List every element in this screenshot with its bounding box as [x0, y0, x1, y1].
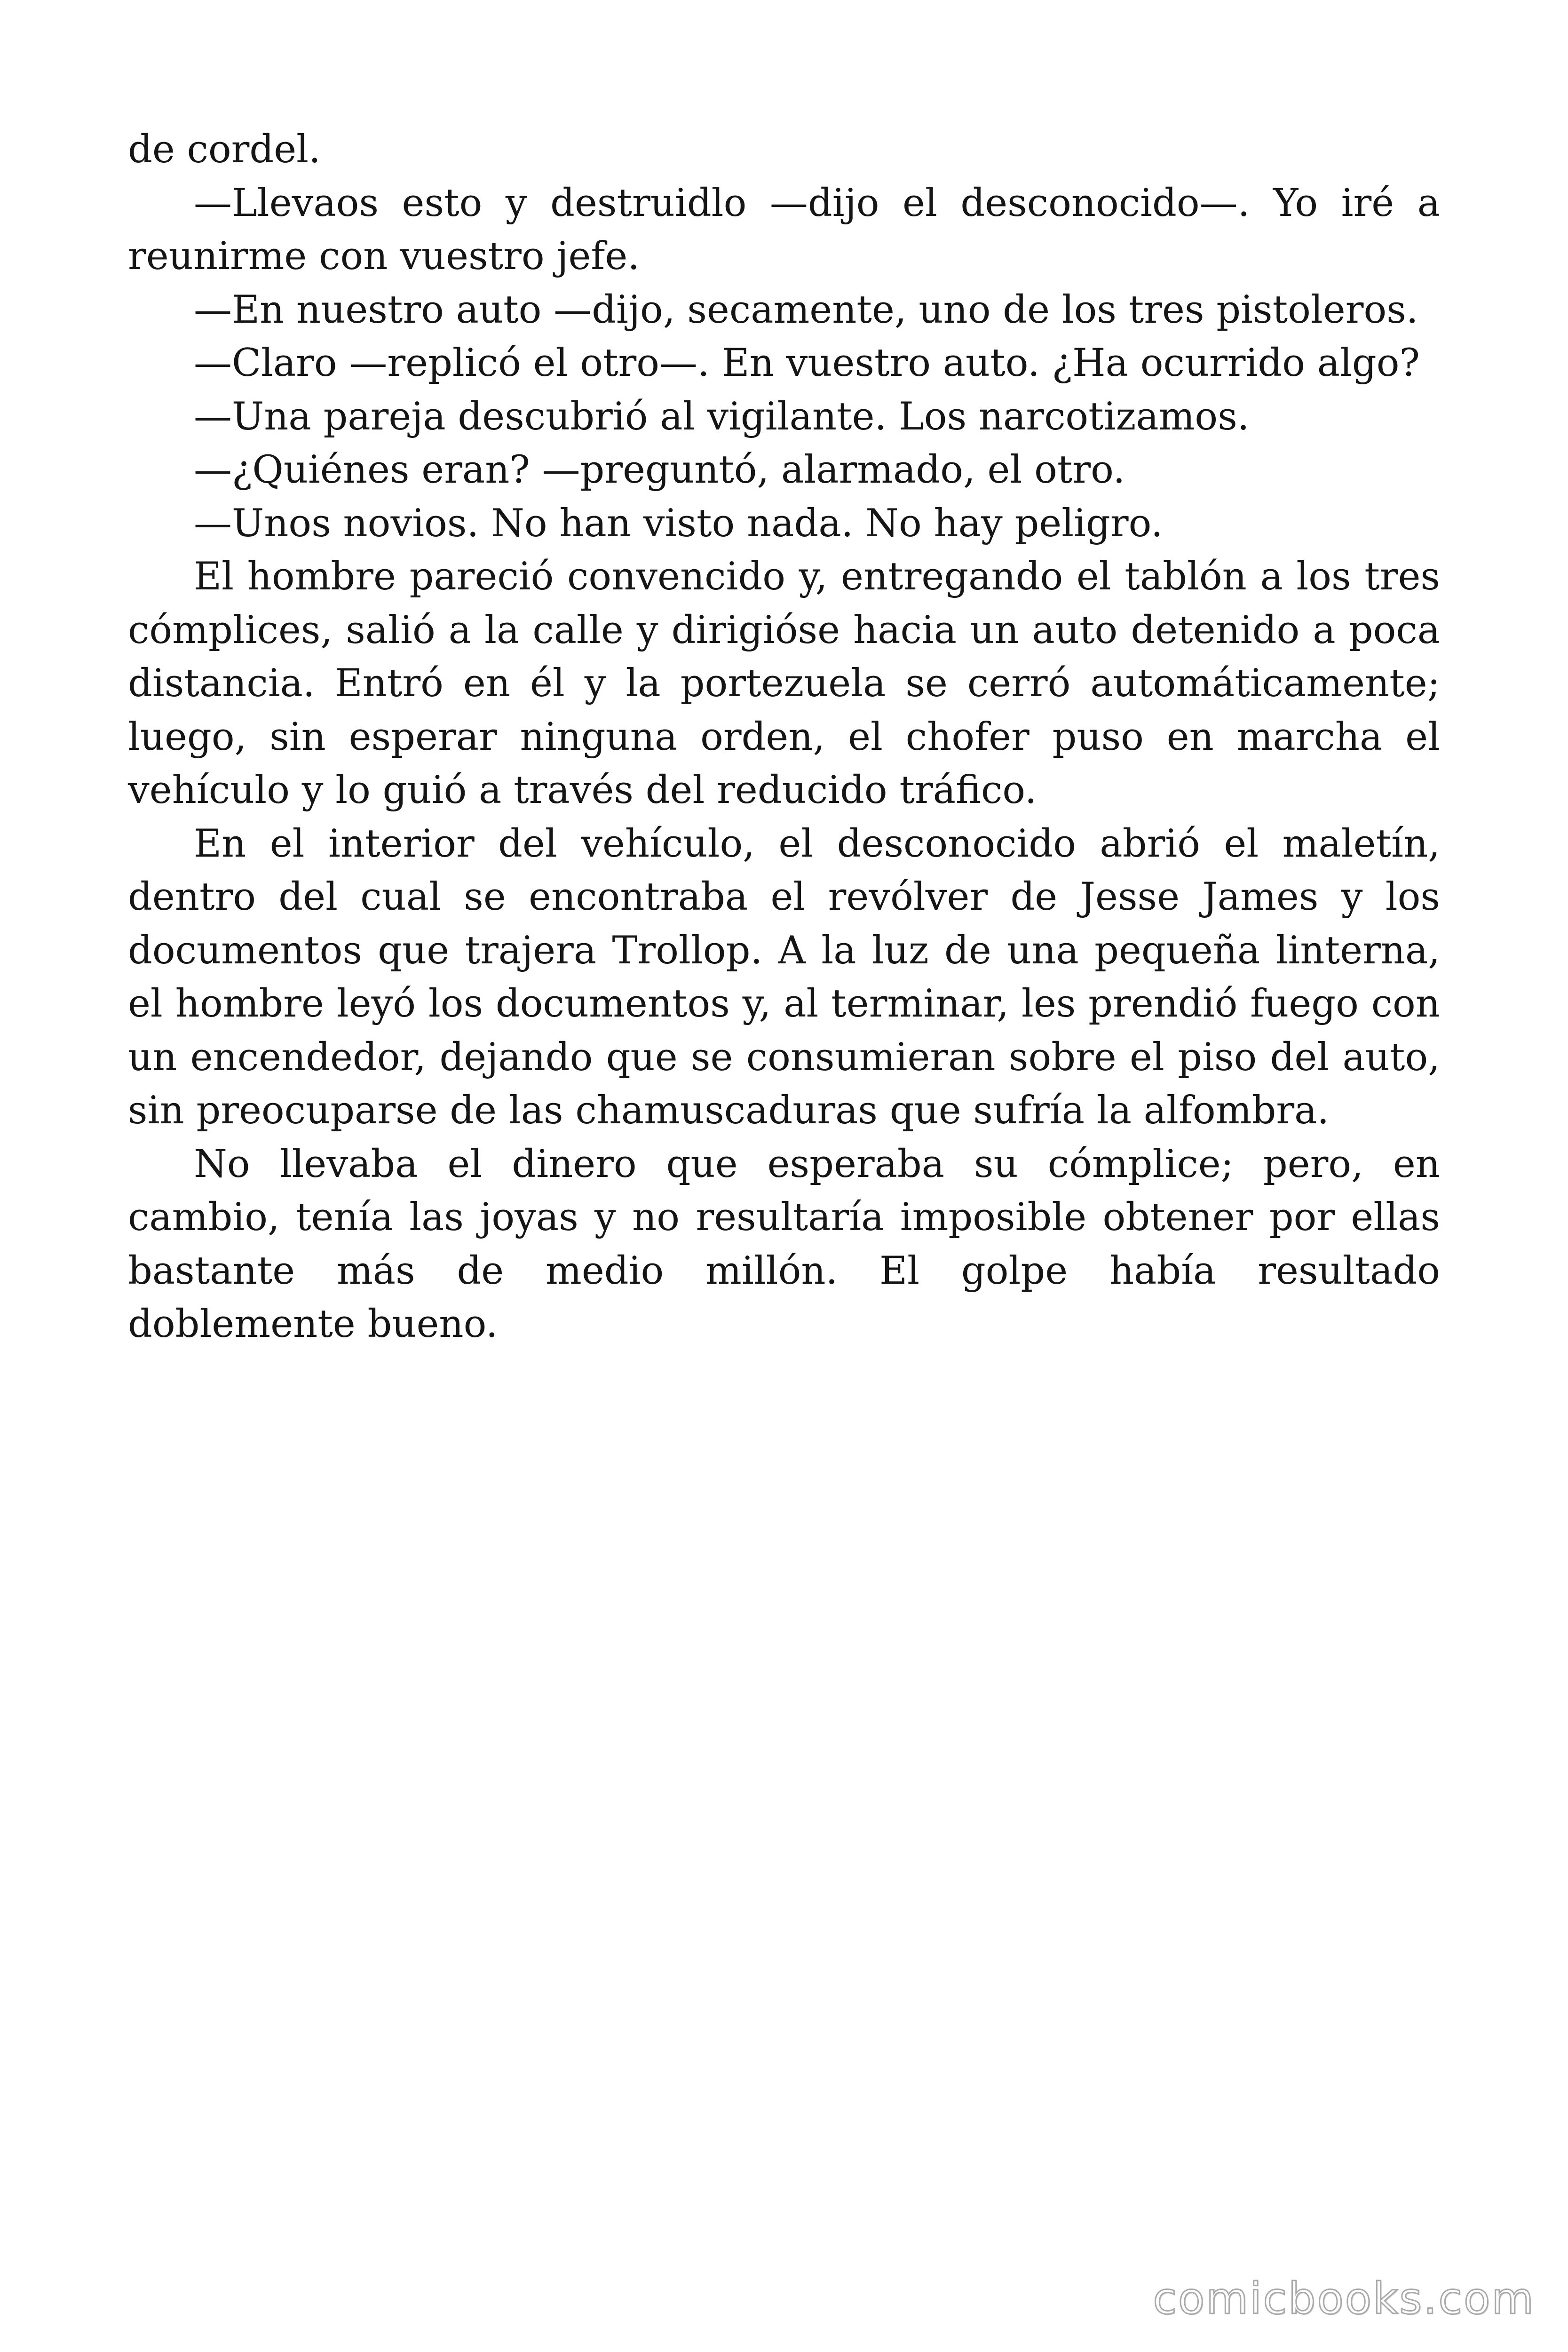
paragraph-7: —Unos novios. No han visto nada. No hay peligro. [194, 501, 1163, 546]
paragraph-9: En el interior del vehículo, el desconocido abrió el maletín, dentro del cual se encontraba el revólver de Jesse James y los documentos que trajera Trollop. A la luz de una pequeña linterna, el hombre leyó los documentos y, al terminar, les prendió fuego con un encendedor, dejando que se consumieran sobre el piso del auto, sin preocuparse de las chamuscaduras que sufría la alfombra. [128, 821, 1440, 1133]
paragraph-8: El hombre pareció convencido y, entregando el tablón a los tres cómplices, salió a la calle y dirigióse hacia un auto detenido a poca distancia. Entró en él y la portezuela se cerró automáticamente; luego, sin esperar ninguna orden, el chofer puso en marcha el vehículo y lo guió a través del reducido tráfico. [128, 555, 1440, 812]
paragraph-4: —Claro —replicó el otro—. En vuestro auto. ¿Ha ocurrido algo? [194, 341, 1420, 385]
paragraph-3: —En nuestro auto —dijo, secamente, uno de los tres pistoleros. [194, 287, 1418, 332]
paragraph-1: de cordel. [128, 127, 321, 172]
paragraph-6: —¿Quiénes eran? —preguntó, alarmado, el otro. [194, 448, 1125, 492]
paragraph-2: —Llevaos esto y destruidlo —dijo el desconocido—. Yo iré a reunirme con vuestro jefe. [128, 181, 1440, 278]
page-body [128, 123, 1440, 1351]
paragraph-5: —Una pareja descubrió al vigilante. Los narcotizamos. [194, 394, 1250, 439]
paragraph-10: No llevaba el dinero que esperaba su cómplice; pero, en cambio, tenía las joyas y no resultaría imposible obtener por ellas bastante más de medio millón. El golpe había resultado doblemente bueno. [128, 1142, 1440, 1346]
watermark: comicbooks.com [1153, 2273, 1535, 2324]
